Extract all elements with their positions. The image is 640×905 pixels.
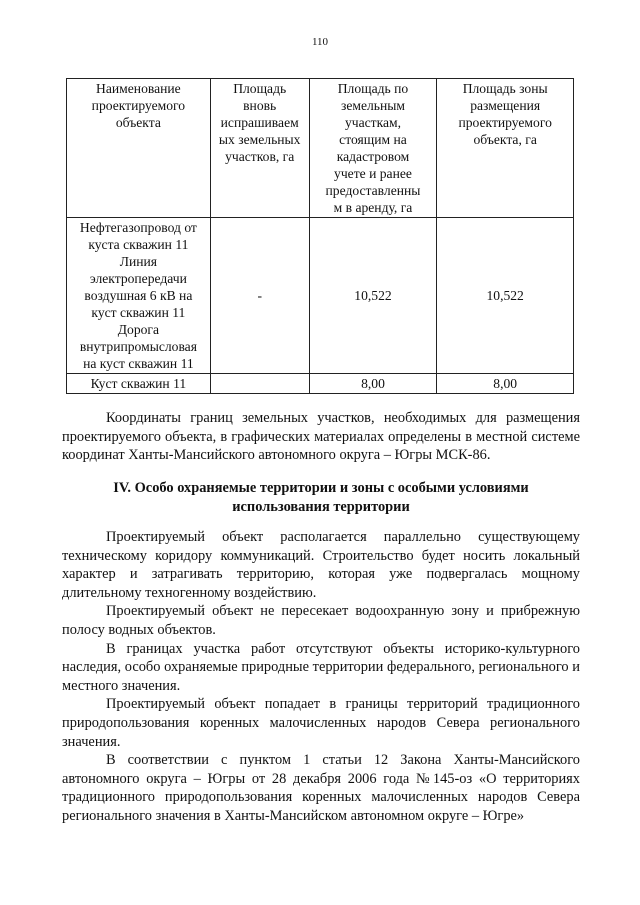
paragraph: В границах участка работ отсутствуют объекты историко-культурного наследия, особо охраняемые природные территории федерального, регионального и местного значения. — [62, 640, 580, 694]
page-number: 110 — [311, 36, 329, 48]
header-object-name: Наименование проектируемого объекта — [67, 79, 211, 218]
row-cadastral-area: 8,00 — [309, 374, 437, 394]
row-object-name: Куст скважин 11 — [67, 374, 211, 394]
row-zone-area: 8,00 — [437, 374, 574, 394]
land-area-table — [66, 78, 574, 394]
header-new-area: Площадь вновь испрашиваем ых земельных участков, га — [210, 79, 309, 218]
table-row — [67, 218, 574, 374]
paragraph: Проектируемый объект располагается параллельно существующему техническому коридору коммуникаций. Строительство будет носить локальный характер и затрагивать территорию, которая уже подвергалась мощному длительному техногенному воздействию. — [62, 529, 580, 601]
table-row — [67, 374, 574, 394]
header-zone-area: Площадь зоны размещения проектируемого объекта, га — [437, 79, 574, 218]
row-new-area — [210, 374, 309, 394]
section-heading — [62, 479, 580, 516]
section-heading-line-2: использования территории — [232, 498, 410, 515]
coordinates-paragraph: Координаты границ земельных участков, необходимых для размещения проектируемого объекта, в графических материалах определены в местной системе координат Ханты-Мансийского автономного округа – Югры МСК-86. — [62, 410, 580, 464]
row-object-name: Нефтегазопровод от куста скважин 11 Линия электропередачи воздушная 6 кВ на куст скважин 11 Дорога внутрипромысловая на куст скважин 11 — [67, 218, 211, 374]
paragraph: Проектируемый объект попадает в границы территорий традиционного природопользования коренных малочисленных народов Севера регионального значения. — [62, 696, 580, 750]
section-heading-line-1: IV. Особо охраняемые территории и зоны с особыми условиями — [113, 480, 529, 496]
table-header-row — [67, 79, 574, 218]
header-cadastral-area: Площадь по земельным участкам, стоящим на кадастровом учете и ранее предоставленны м в аренду, га — [309, 79, 437, 218]
paragraph: В соответствии с пунктом 1 статьи 12 Закона Ханты-Мансийского автономного округа – Югры от 28 декабря 2006 года №145-оз «О территориях традиционного природопользования коренных малочисленных народов Севера регионального значения в Ханты-Мансийском автономном округе – Югре» — [62, 752, 580, 824]
paragraph: Проектируемый объект не пересекает водоохранную зону и прибрежную полосу водных объектов. — [62, 603, 580, 638]
row-new-area: - — [210, 218, 309, 374]
row-zone-area: 10,522 — [437, 218, 574, 374]
section-body — [62, 528, 580, 826]
row-cadastral-area: 10,522 — [309, 218, 437, 374]
coordinates-paragraph-block — [62, 409, 580, 465]
